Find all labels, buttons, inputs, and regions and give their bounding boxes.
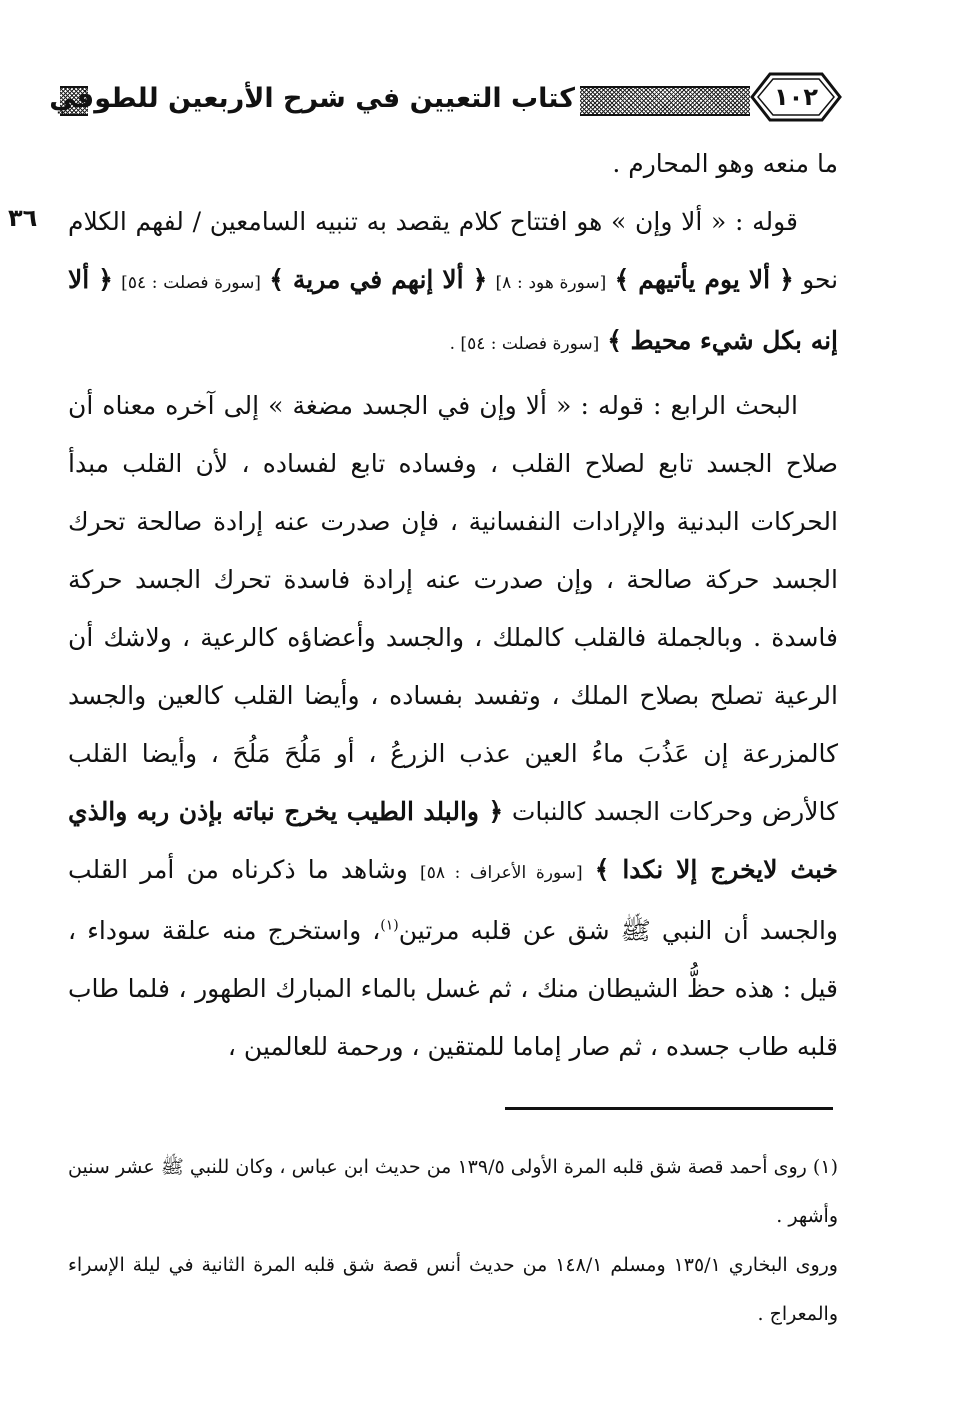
footnote-separator xyxy=(505,1107,833,1110)
surah-reference: [سورة فصلت : ٥٤] . xyxy=(449,334,600,354)
footnote-1: (١) روى أحمد قصة شق قلبه المرة الأولى ١٣٩/٥ من حديث ابن عباس ، وكان للنبي ﷺ عشر سنين وأشهر . xyxy=(68,1156,838,1227)
footnote-1-continued: وروى البخاري ١٣٥/١ ومسلم ١٤٨/١ من حديث أنس قصة شق قلبه المرة الثانية في ليلة الإسراء والمعراج . xyxy=(68,1254,838,1325)
paragraph-continuation: ما منعه وهو المحارم . xyxy=(612,149,838,178)
surah-reference: [سورة فصلت : ٥٤] xyxy=(121,273,261,293)
surah-reference: [سورة الأعراف : ٥٨] xyxy=(420,863,583,883)
quran-quote: ﴿ ألا يوم يأتيهم ﴾ xyxy=(614,265,794,294)
footnote-marker[interactable]: (١) xyxy=(380,917,399,934)
book-title: كتاب التعيين في شرح الأربعين للطوفي xyxy=(49,83,575,114)
main-text xyxy=(68,135,838,1076)
header-ornament-right xyxy=(580,86,750,116)
quran-quote: ﴿ ألا إنه بكل شيء محيط ﴾ xyxy=(68,265,838,355)
footnotes xyxy=(68,1143,838,1339)
surah-reference: [سورة هود : ٨] xyxy=(495,273,607,293)
margin-marker: ٣٦ xyxy=(8,204,38,232)
paragraph-fourth-discussion xyxy=(68,377,838,1076)
paragraph-ala-wa-inna xyxy=(68,193,838,373)
page-number-badge xyxy=(748,70,844,124)
text-run: ، واستخرج منه علقة سوداء ، قيل : هذه حظُّ الشيطان منك ، ثم غسل بالماء المبارك الطهور ، فلما طاب قلبه طاب جسده ، ثم صار إماما للمتقين ، ورحمة للعالمين ، xyxy=(68,916,838,1061)
page-number: ١٠٢ xyxy=(774,83,818,111)
text-run: وشاهد ما ذكرناه من أمر القلب والجسد أن النبي ﷺ شق عن قلبه مرتين xyxy=(68,855,838,945)
quran-quote: ﴿ ألا إنهم في مرية ﴾ xyxy=(269,265,488,294)
text-run: قوله : « ألا وإن » هو افتتاح كلام يقصد به تنبيه السامعين / لفهم الكلام نحو xyxy=(68,207,839,294)
quran-quote: ﴿ والبلد الطيب يخرج نباته بإذن ربه والذي خبث لايخرج إلا نكدا ﴾ xyxy=(68,797,838,884)
page-header xyxy=(49,68,840,130)
text-run: البحث الرابع : قوله : « ألا وإن في الجسد مضغة » إلى آخره معناه أن صلاح الجسد تابع لصلاح القلب ، وفساده تابع لفساده ، لأن القلب مبدأ الحركات البدنية والإرادات النفسانية ، فإن صدرت عنه إرادة صالحة تحرك الجسد حركة صالحة ، وإن صدرت عنه إرادة فاسدة تحرك الجسد حركة فاسدة . وبالجملة فالقلب كالملك ، والجسد وأعضاؤه كالرعية ، ولاشك أن الرعية تصلح بصلاح الملك ، وتفسد بفساده ، وأيضا القلب كالعين والجسد كالمزرعة إن عَذُبَ ماءُ العين عذب الزرعُ ، أو مَلُحَ مَلُحَ ، وأيضا القلب كالأرض وحركات الجسد كالنبات xyxy=(68,391,838,826)
